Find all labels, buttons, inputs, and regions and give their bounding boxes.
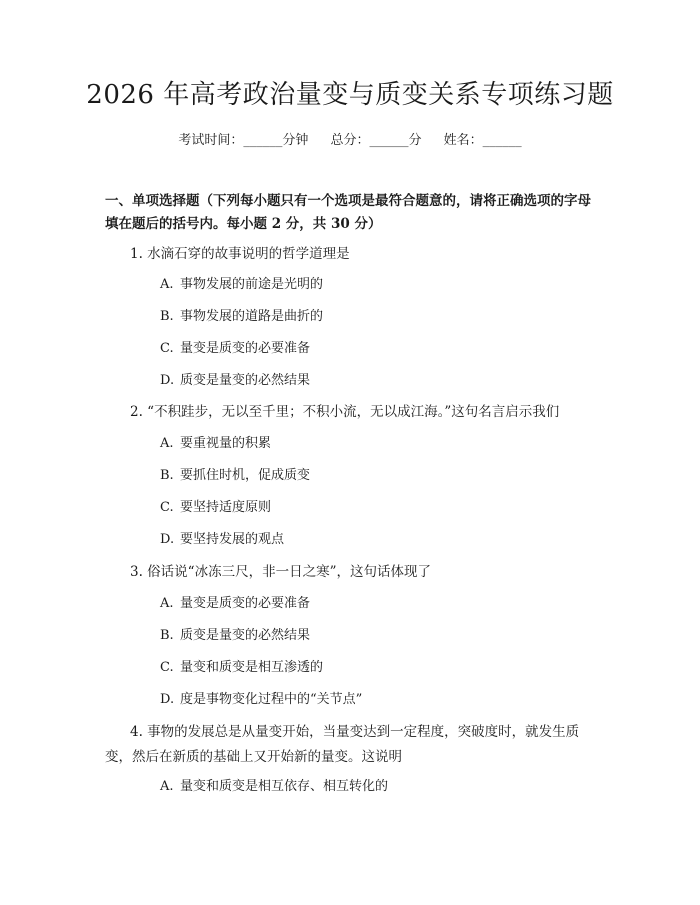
exam-info-line xyxy=(0,131,700,151)
option-item xyxy=(160,626,310,646)
option-letter: C. xyxy=(160,660,174,675)
option-item xyxy=(160,307,323,327)
option-letter: B. xyxy=(160,628,174,643)
option-text: 质变是量变的必然结果 xyxy=(180,628,311,643)
option-letter: D. xyxy=(160,692,175,707)
question-stem: 3. 俗话说“冰冻三尺，非一日之寒”，这句话体现了 xyxy=(130,564,431,580)
option-letter: A. xyxy=(160,436,174,451)
option-item xyxy=(160,777,388,797)
option-text: 要抓住时机，促成质变 xyxy=(180,468,311,483)
page-title: 2026 年高考政治量变与质变关系专项练习题 xyxy=(86,80,614,110)
option-letter: D. xyxy=(160,373,175,388)
option-text: 事物发展的道路是曲折的 xyxy=(180,309,324,324)
option-text: 要坚持发展的观点 xyxy=(180,532,285,547)
section-heading: 一、单项选择题（下列每小题只有一个选项是最符合题意的，请将正确选项的字母填在题后的括号内。每小题 2 分，共 30 分） xyxy=(105,193,591,232)
total-score-field: 总分：______分 xyxy=(330,133,422,148)
option-item xyxy=(160,594,310,614)
option-item xyxy=(160,690,362,710)
option-letter: C. xyxy=(160,500,174,515)
option-text: 度是事物变化过程中的“关节点” xyxy=(180,692,363,707)
option-item xyxy=(160,371,310,391)
option-letter: A. xyxy=(160,779,174,794)
option-text: 要坚持适度原则 xyxy=(180,500,272,515)
option-text: 量变和质变是相互渗透的 xyxy=(180,660,324,675)
option-item xyxy=(160,275,323,295)
option-item xyxy=(160,658,323,678)
option-letter: C. xyxy=(160,341,174,356)
question-stem: 2. “不积跬步，无以至千里；不积小流，无以成江海。”这句名言启示我们 xyxy=(130,404,560,420)
option-item xyxy=(160,498,271,518)
option-letter: A. xyxy=(160,596,174,611)
option-text: 量变是质变的必要准备 xyxy=(180,596,311,611)
option-item xyxy=(160,434,271,454)
option-letter: A. xyxy=(160,277,174,292)
option-letter: B. xyxy=(160,309,174,324)
exam-time-field: 考试时间：______分钟 xyxy=(178,133,309,148)
option-text: 量变是质变的必要准备 xyxy=(180,341,311,356)
option-letter: B. xyxy=(160,468,174,483)
option-text: 量变和质变是相互依存、相互转化的 xyxy=(180,779,389,794)
option-item xyxy=(160,530,284,550)
option-letter: D. xyxy=(160,532,175,547)
student-name-field: 姓名：______ xyxy=(443,133,522,148)
option-text: 质变是量变的必然结果 xyxy=(180,373,311,388)
option-item xyxy=(160,339,310,359)
question-stem: 1. 水滴石穿的故事说明的哲学道理是 xyxy=(130,246,350,262)
option-item xyxy=(160,466,310,486)
option-text: 要重视量的积累 xyxy=(180,436,272,451)
question-stem: 4. 事物的发展总是从量变开始，当量变达到一定程度，突破度时，就发生质变，然后在新质的基础上又开始新的量变。这说明 xyxy=(105,724,580,765)
option-text: 事物发展的前途是光明的 xyxy=(180,277,324,292)
